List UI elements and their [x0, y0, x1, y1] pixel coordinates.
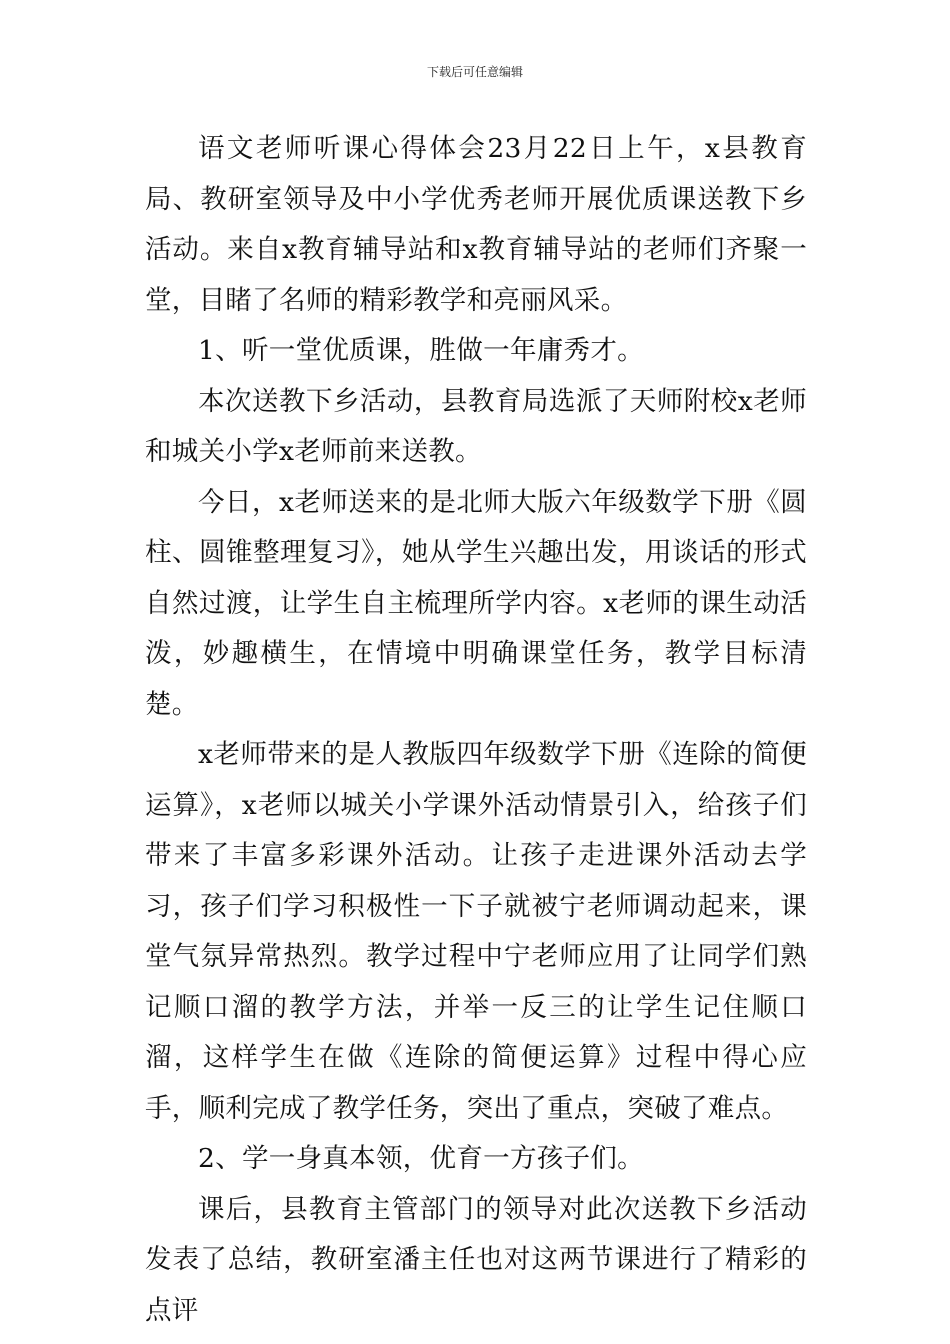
paragraph-summary: 课后，县教育主管部门的领导对此次送教下乡活动发表了总结，教研室潘主任也对这两节课进行了精彩的点评	[145, 1193, 807, 1326]
document-body	[145, 124, 807, 1336]
paragraph-intro: 语文老师听课心得体会23月22日上午，x县教育局、教研室领导及中小学优秀老师开展优质课送教下乡活动。来自x教育辅导站和x教育辅导站的老师们齐聚一堂，目睹了名师的精彩教学和亮丽风采。	[145, 133, 807, 316]
paragraph-lesson-1: 今日，x老师送来的是北师大版六年级数学下册《圆柱、圆锥整理复习》，她从学生兴趣出发，用谈话的形式自然过渡，让学生自主梳理所学内容。x老师的课生动活泼，妙趣横生，在情境中明确课堂任务，教学目标清楚。	[145, 486, 807, 720]
section-heading-2: 2、学一身真本领，优育一方孩子们。	[198, 1143, 644, 1174]
paragraph-lesson-2: x老师带来的是人教版四年级数学下册《连除的简便运算》，x老师以城关小学课外活动情景引入，给孩子们带来了丰富多彩课外活动。让孩子走进课外活动去学习，孩子们学习积极性一下子就被宁老师调动起来，课堂气氛异常热烈。教学过程中宁老师应用了让同学们熟记顺口溜的教学方法，并举一反三的让学生记住顺口溜，这样学生在做《连除的简便运算》过程中得心应手，顺利完成了教学任务，突出了重点，突破了难点。	[145, 739, 807, 1124]
section-heading-1: 1、听一堂优质课，胜做一年庸秀才。	[198, 335, 644, 366]
page-header: 下载后可任意编辑	[426, 65, 523, 79]
paragraph-activity: 本次送教下乡活动，县教育局选派了天师附校x老师和城关小学x老师前来送教。	[145, 385, 807, 467]
